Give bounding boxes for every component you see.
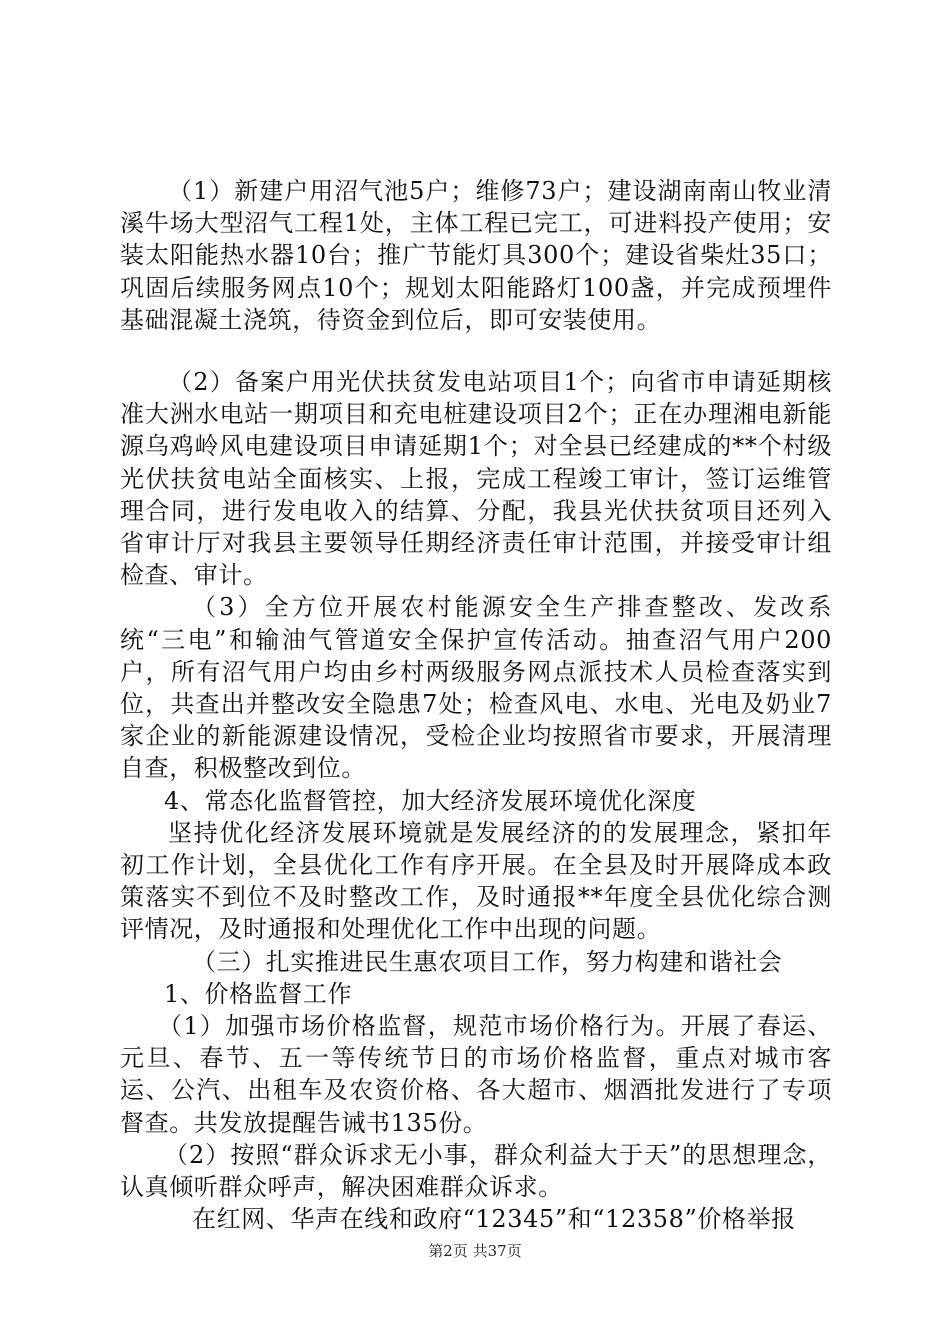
paragraph-public-appeals: （2）按照“群众诉求无小事，群众利益大于天”的思想理念，认真倾听群众呼声，解决困难群众诉求。 <box>120 1140 832 1202</box>
heading-supervision-control: 4、常态化监督管控，加大经济发展环境优化深度 <box>164 786 697 815</box>
paragraph-market-price: （1）加强市场价格监督，规范市场价格行为。开展了春运、元旦、春节、五一等传统节日的市场价格监督，重点对城市客运、公汽、出租车及农资价格、各大超市、烟酒批发进行了专项督查。共发放提醒告诫书135份。 <box>120 1012 832 1137</box>
paragraph-economic-environment: 坚持优化经济发展环境就是发展经济的的发展理念，紧扣年初工作计划，全县优化工作有序开展。在全县及时开展降成本政策落实不到位不及时整改工作，及时通报**年度全县优化综合测评情况，及时通报和处理优化工作中出现的问题。 <box>120 818 832 944</box>
document-body <box>120 175 832 1236</box>
heading-price-supervision: 1、价格监督工作 <box>164 979 353 1008</box>
heading-livelihood-projects: （三）扎实推进民生惠农项目工作，努力构建和谐社会 <box>192 947 783 976</box>
paragraph-biogas-projects: （1）新建户用沼气池5户；维修73户；建设湖南南山牧业清溪牛场大型沼气工程1处，主体工程已完工，可进料投产使用；安装太阳能热水器10台；推广节能灯具300个；建设省柴灶35口；巩固后续服务网点10个；规划太阳能路灯100盏，并完成预埋件基础混凝土浇筑，待资金到位后，即可安装使用。 <box>120 177 832 334</box>
paragraph-safety-inspection: （3）全方位开展农村能源安全生产排查整改、发改系统“三电”和输油气管道安全保护宣传活动。抽查沼气用户200户，所有沼气用户均由乡村两级服务网点派技术人员检查落实到位，共查出并整改安全隐患7处；检查风电、水电、光电及奶业7家企业的新能源建设情况，受检企业均按照省市要求，开展清理自查，积极整改到位。 <box>120 593 832 783</box>
page-number-footer: 第2页 共37页 <box>428 1242 522 1260</box>
paragraph-price-hotline: 在红网、华声在线和政府“12345”和“12358”价格举报 <box>192 1205 796 1234</box>
paragraph-photovoltaic-projects: （2）备案户用光伏扶贫发电站项目1个；向省市申请延期核准大洲水电站一期项目和充电桩建设项目2个；正在办理湘电新能源乌鸡岭风电建设项目申请延期1个；对全县已经建成的**个村级光伏扶贫电站全面核实、上报，完成工程竣工审计，签订运维管理合同，进行发电收入的结算、分配，我县光伏扶贫项目还列入省审计厅对我县主要领导任期经济责任审计范围，并接受审计组检查、审计。 <box>120 368 832 590</box>
